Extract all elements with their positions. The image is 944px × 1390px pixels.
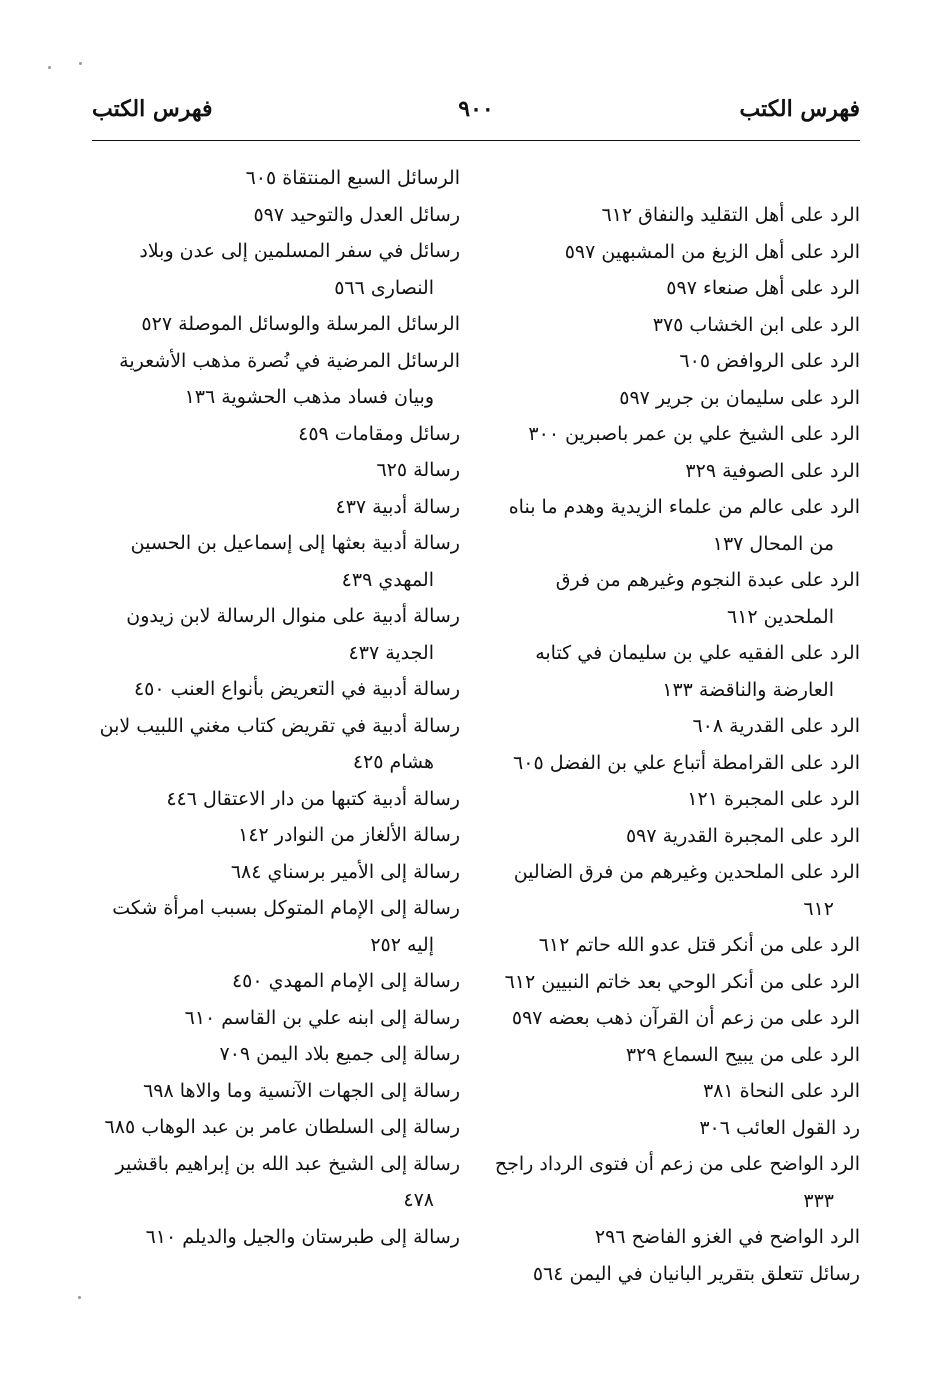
index-entry: الرد على من أنكر الوحي بعد خاتم النبيين ٦١٢ (504, 970, 860, 993)
index-entry: رسائل ومقامات ٤٥٩ (298, 422, 460, 445)
index-entry: رسالة ٦٢٥ (376, 459, 460, 481)
page-header (92, 96, 860, 140)
index-entry: رسالة أدبية في تقريض كتاب مغني اللبيب لابن هشام ٤٢٥ (99, 714, 460, 773)
index-entry: رسالة إلى الجهات الآنسية وما والاها ٦٩٨ (143, 1079, 460, 1102)
page-number: ٩٠٠ (458, 96, 494, 122)
index-entry: الرد على النحاة ٣٨١ (702, 1080, 860, 1102)
index-entry: رسائل العدل والتوحيد ٥٩٧ (253, 203, 460, 226)
index-entry: الرد على القرامطة أتباع علي بن الفضل ٦٠٥ (513, 751, 860, 774)
index-entry: رسالة أدبية على منوال الرسالة لابن زيدون الجدية ٤٣٧ (126, 605, 460, 664)
index-entry: الرسائل السبع المنتقاة ٦٠٥ (245, 167, 460, 189)
index-entry: الرد على الفقيه علي بن سليمان في كتابه العارضة والناقضة ١٣٣ (535, 642, 860, 701)
running-title-right: فهرس الكتب (739, 96, 860, 122)
index-entry: الرد على الروافض ٦٠٥ (679, 350, 860, 372)
index-entry: الرد على المجبرة القدرية ٥٩٧ (625, 824, 860, 847)
index-entry: رسالة إلى جميع بلاد اليمن ٧٠٩ (219, 1043, 460, 1065)
scan-speck (79, 62, 82, 65)
index-entry: الرد الواضح في الغزو الفاضح ٢٩٦ (594, 1226, 860, 1248)
index-entry: رسائل في سفر المسلمين إلى عدن وبلاد النصارى ٥٦٦ (139, 240, 460, 299)
index-entry: رسالة أدبية بعثها إلى إسماعيل بن الحسين المهدي ٤٣٩ (130, 532, 460, 591)
index-entry: الرد على من يبيح السماع ٣٢٩ (625, 1043, 860, 1066)
index-entry: الرد على من أنكر قتل عدو الله حاتم ٦١٢ (538, 934, 860, 956)
index-column-right (482, 197, 860, 1292)
index-entry: رسالة إلى الإمام المهدي ٤٥٠ (231, 970, 460, 992)
index-entry: الرسائل المرضية في نُصرة مذهب الأشعرية وبيان فساد مذهب الحشوية ١٣٦ (119, 349, 460, 408)
running-title-left: فهرس الكتب (92, 96, 213, 122)
index-entry: الرد على عالم من علماء الزيدية وهدم ما بناه من المحال ١٣٧ (508, 496, 860, 555)
index-entry: الرد الواضح على من زعم أن فتوى الرداد راجح ٣٣٣ (494, 1153, 860, 1212)
index-entry: رسالة إلى طبرستان والجيل والديلم ٦١٠ (145, 1225, 460, 1248)
index-entry: رسالة إلى الإمام المتوكل بسبب امرأة شكت إليه ٢٥٢ (112, 897, 460, 956)
index-entry: رسالة الألغاز من النوادر ١٤٢ (238, 824, 460, 846)
index-entry: رسالة إلى الشيخ عبد الله بن إبراهيم باقشير ٤٧٨ (115, 1152, 460, 1211)
index-entry: الرد على القدرية ٦٠٨ (692, 715, 860, 737)
index-entry: الرد على أهل الزيغ من المشبهين ٥٩٧ (564, 240, 860, 263)
index-entry: الرد على الشيخ علي بن عمر باصبرين ٣٠٠ (528, 423, 860, 445)
scan-speck (78, 1296, 81, 1299)
index-entry: رسالة إلى الأمير برسناي ٦٨٤ (230, 860, 460, 883)
index-entry: الرسائل المرسلة والوسائل الموصلة ٥٢٧ (141, 313, 460, 335)
index-entry: رسالة أدبية كتبها من دار الاعتقال ٤٤٦ (166, 787, 460, 810)
index-entry: الرد على سليمان بن جرير ٥٩٧ (619, 386, 860, 409)
index-entry: رد القول العائب ٣٠٦ (699, 1116, 860, 1139)
index-entry: الرد على المجبرة ١٢١ (687, 788, 860, 810)
index-entry: الرد على الصوفية ٣٢٩ (685, 459, 860, 482)
index-entry: رسالة أدبية ٤٣٧ (335, 495, 460, 518)
index-column-left (80, 160, 460, 1255)
index-entry: الرد على أهل صنعاء ٥٩٧ (666, 277, 860, 299)
index-entry: الرد على من زعم أن القرآن ذهب بعضه ٥٩٧ (511, 1007, 860, 1029)
index-entry: الرد على أهل التقليد والنفاق ٦١٢ (601, 204, 860, 226)
index-entry: الرد على عبدة النجوم وغيرهم من فرق الملحدين ٦١٢ (555, 569, 860, 628)
index-entry: الرد على الملحدين وغيرهم من فرق الضالين ٦١٢ (513, 861, 860, 920)
header-rule (92, 140, 860, 141)
index-entry: الرد على ابن الخشاب ٣٧٥ (652, 313, 860, 336)
index-entry: رسالة إلى السلطان عامر بن عبد الوهاب ٦٨٥ (104, 1116, 460, 1138)
scan-speck (48, 66, 51, 69)
index-entry: رسائل تتعلق بتقرير البانيان في اليمن ٥٦٤ (532, 1262, 860, 1285)
index-entry: رسالة أدبية في التعريض بأنواع العنب ٤٥٠ (133, 678, 460, 700)
index-entry: رسالة إلى ابنه علي بن القاسم ٦١٠ (184, 1006, 460, 1029)
